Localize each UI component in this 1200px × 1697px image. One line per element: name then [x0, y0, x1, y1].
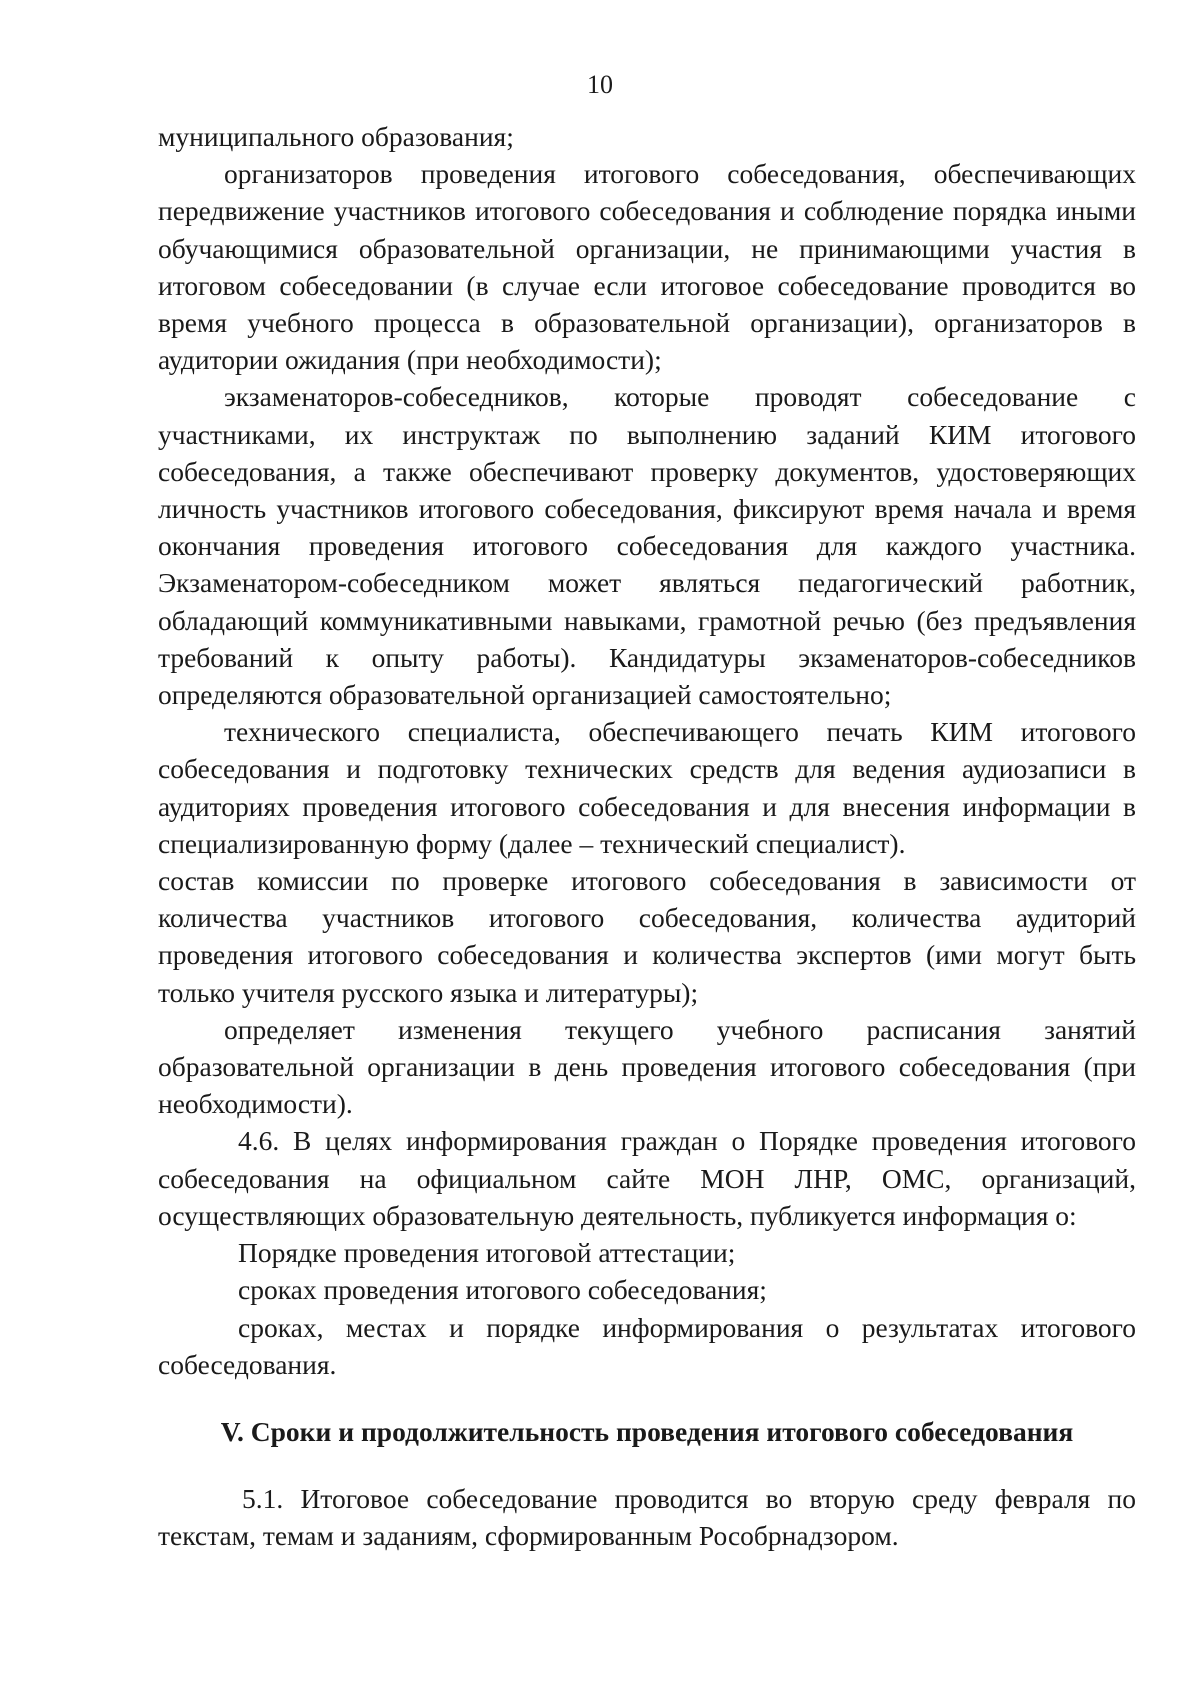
list-item-dates: сроках проведения итогового собеседования;	[238, 1274, 767, 1306]
list-item-procedure: Порядке проведения итоговой аттестации;	[238, 1237, 736, 1269]
paragraph-municipal: муниципального образования;	[158, 121, 514, 152]
paragraph-4-6: 4.6. В целях информирования граждан о Порядке проведения итогового собеседования на официальном сайте МОН ЛНР, ОМС, организаций, осуществляющих образовательную деятельность, публикуется информация о:	[158, 1125, 1136, 1231]
section-heading: V. Сроки и продолжительность проведения итогового собеседования	[220, 1415, 1074, 1447]
paragraph-examiners: экзаменаторов-собеседников, которые проводят собеседование с участниками, их инструктаж по выполнению заданий КИМ итогового собеседования, а также обеспечивают проверку документов, удостоверяющих личность участников итогового собеседования, фиксируют время начала и время окончания проведения итогового собеседования для каждого участника. Экзаменатором-собеседником может являться педагогический работник, обладающий коммуникативными навыками, грамотной речью (без предъявления требований к опыту работы). Кандидатуры экзаменаторов-собеседников определяются образовательной организацией самостоятельно;	[158, 381, 1136, 711]
paragraph-organizers: организаторов проведения итогового собеседования, обеспечивающих передвижение участников итогового собеседования и соблюдение порядка иными обучающимися образовательной организации, не принимающими участия в итоговом собеседовании (в случае если итоговое собеседование проводится во время учебного процесса в образовательной организации), организаторов в аудитории ожидания (при необходимости);	[158, 158, 1136, 376]
paragraph-5-1: 5.1. Итоговое собеседование проводится во вторую среду февраля по текстам, темам и заданиям, сформированным Рособрнадзором.	[158, 1483, 1136, 1552]
paragraph-commission: состав комиссии по проверке итогового собеседования в зависимости от количества участников итогового собеседования, количества аудиторий проведения итогового собеседования и количества экспертов (ими могут быть только учителя русского языка и литературы);	[158, 865, 1136, 1008]
paragraph-technical-specialist: технического специалиста, обеспечивающего печать КИМ итогового собеседования и подготовку технических средств для ведения аудиозаписи в аудиториях проведения итогового собеседования и для внесения информации в специализированную форму (далее – технический специалист).	[158, 716, 1136, 859]
paragraph-schedule-changes: определяет изменения текущего учебного расписания занятий образовательной организации в день проведения итогового собеседования (при необходимости).	[158, 1013, 1136, 1120]
document-body	[158, 118, 1136, 1555]
page-number: 10	[587, 70, 613, 99]
list-item-results-info: сроках, местах и порядке информирования о результатах итогового собеседования.	[158, 1311, 1136, 1380]
